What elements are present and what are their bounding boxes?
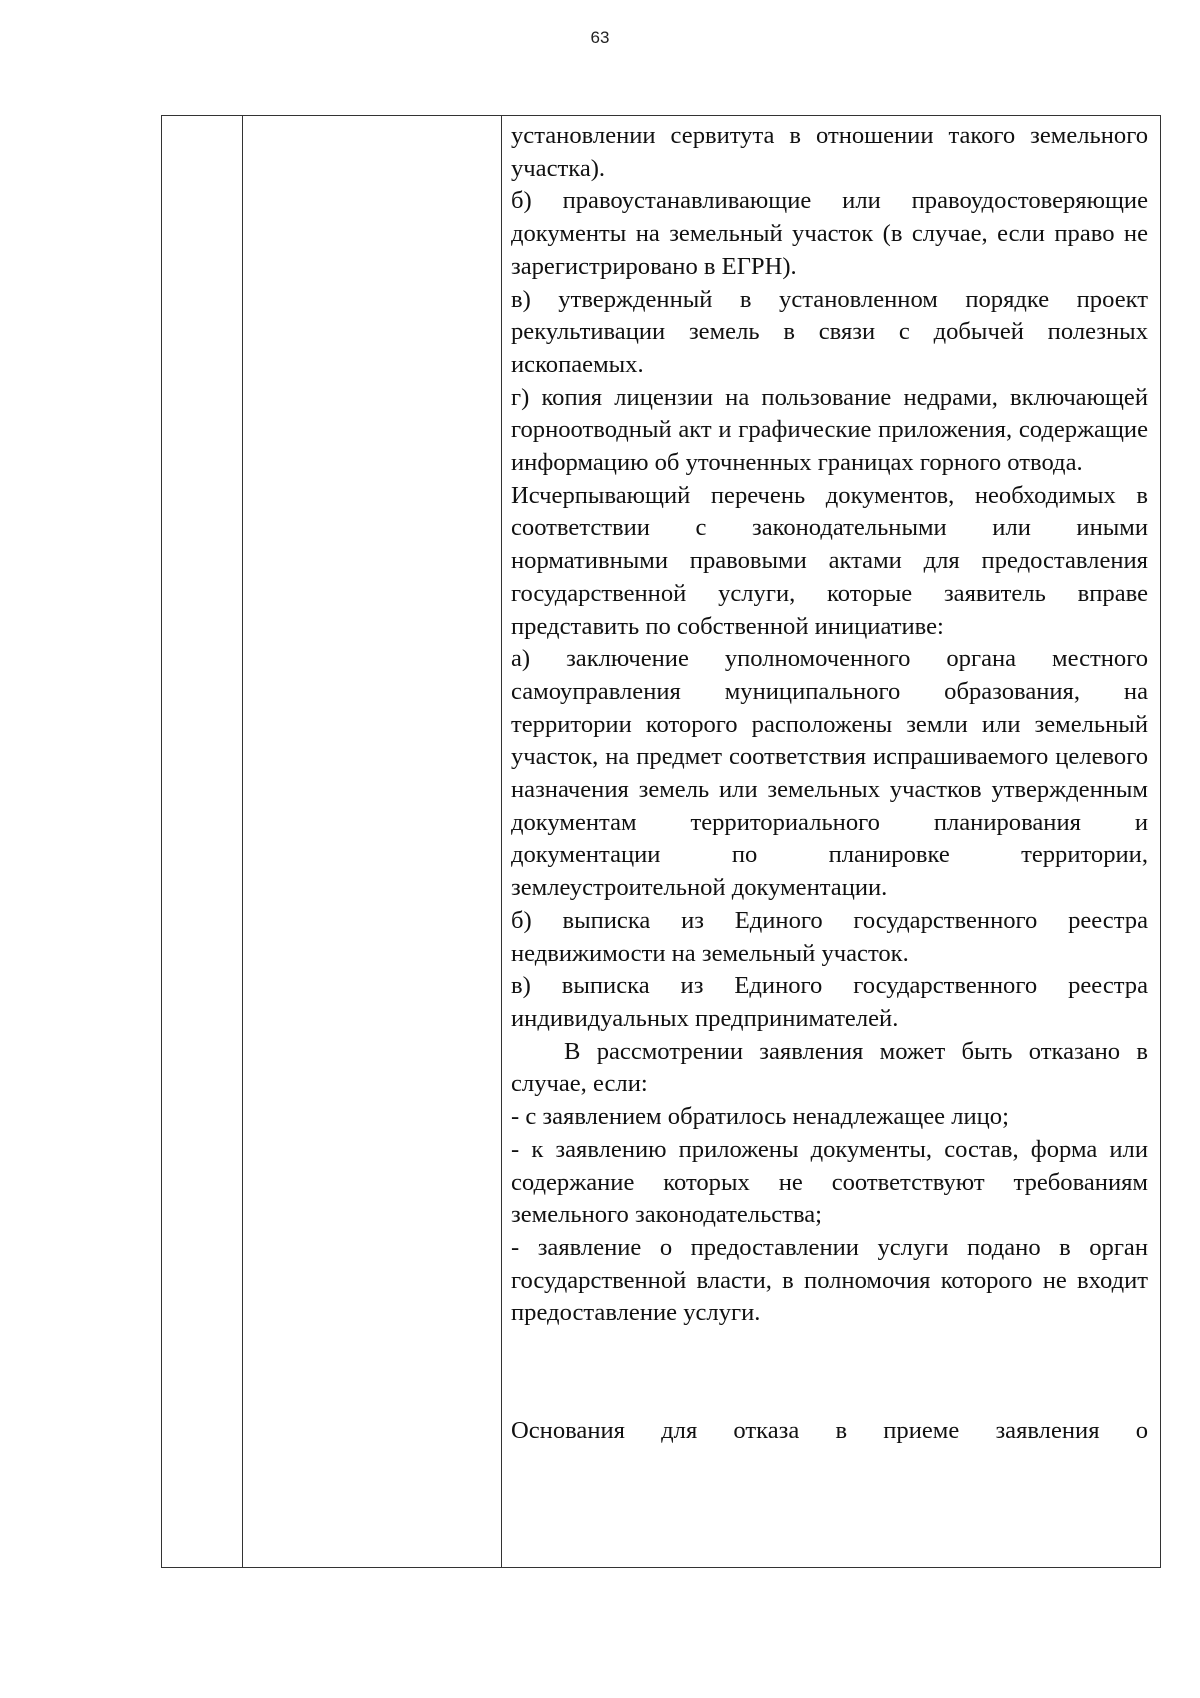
paragraph-license-copy: г) копия лицензии на пользование недрами, включающей горноотводный акт и графические приложения, содержащие информацию об уточненных границах горного отвода. [511,383,1148,477]
list-item-noncompliant-documents: - к заявлению приложены документы, состав, форма или содержание которых не соответствуют требованиям земельного законодательства; [511,1135,1148,1229]
blank-space [511,1330,1148,1415]
table-column-divider [242,116,243,1567]
paragraph-entrepreneur-extract: в) выписка из Единого государственного реестра индивидуальных предпринимателей. [511,972,1148,1032]
list-item-wrong-authority: - заявление о предоставлении услуги подано в орган государственной власти, в полномочия которого не входит предоставление услуги. [511,1233,1148,1327]
paragraph-recultivation: в) утвержденный в установленном порядке проект рекультивации земель в связи с добычей полезных ископаемых. [511,285,1148,378]
paragraph-realty-extract: б) выписка из Единого государственного реестра недвижимости на земельный участок. [511,906,1148,967]
document-table [161,115,1161,1568]
page-number: 63 [590,28,610,47]
paragraph-refusal-intro: В рассмотрении заявления может быть отказано в случае, если: [511,1037,1148,1098]
paragraph-grounds-for-refusal: Основания для отказа в приеме заявления о [511,1417,1148,1445]
paragraph-exhaustive-list: Исчерпывающий перечень документов, необходимых в соответствии с законодательными или иными нормативными правовыми актами для предоставления государственной услуги, которые заявитель вправе представить по собственной инициативе: [511,481,1148,640]
paragraph-authority-conclusion: а) заключение уполномоченного органа местного самоуправления муниципального образования, на территории которого расположены земли или земельный участок, на предмет соответствия испрашиваемого целевого назначения земель или земельных участков утвержденным документам территориального планирования и документации по планировке территории, землеустроительной документации. [511,645,1148,902]
table-cell-text [502,116,1160,1567]
list-item-improper-person: - с заявлением обратилось ненадлежащее лицо; [511,1103,1009,1131]
paragraph-title-documents: б) правоустанавливающие или правоудостоверяющие документы на земельный участок (в случае, если право не зарегистрировано в ЕГРН). [511,187,1148,280]
paragraph-servitude: установлении сервитута в отношении такого земельного участка). [511,122,1148,182]
